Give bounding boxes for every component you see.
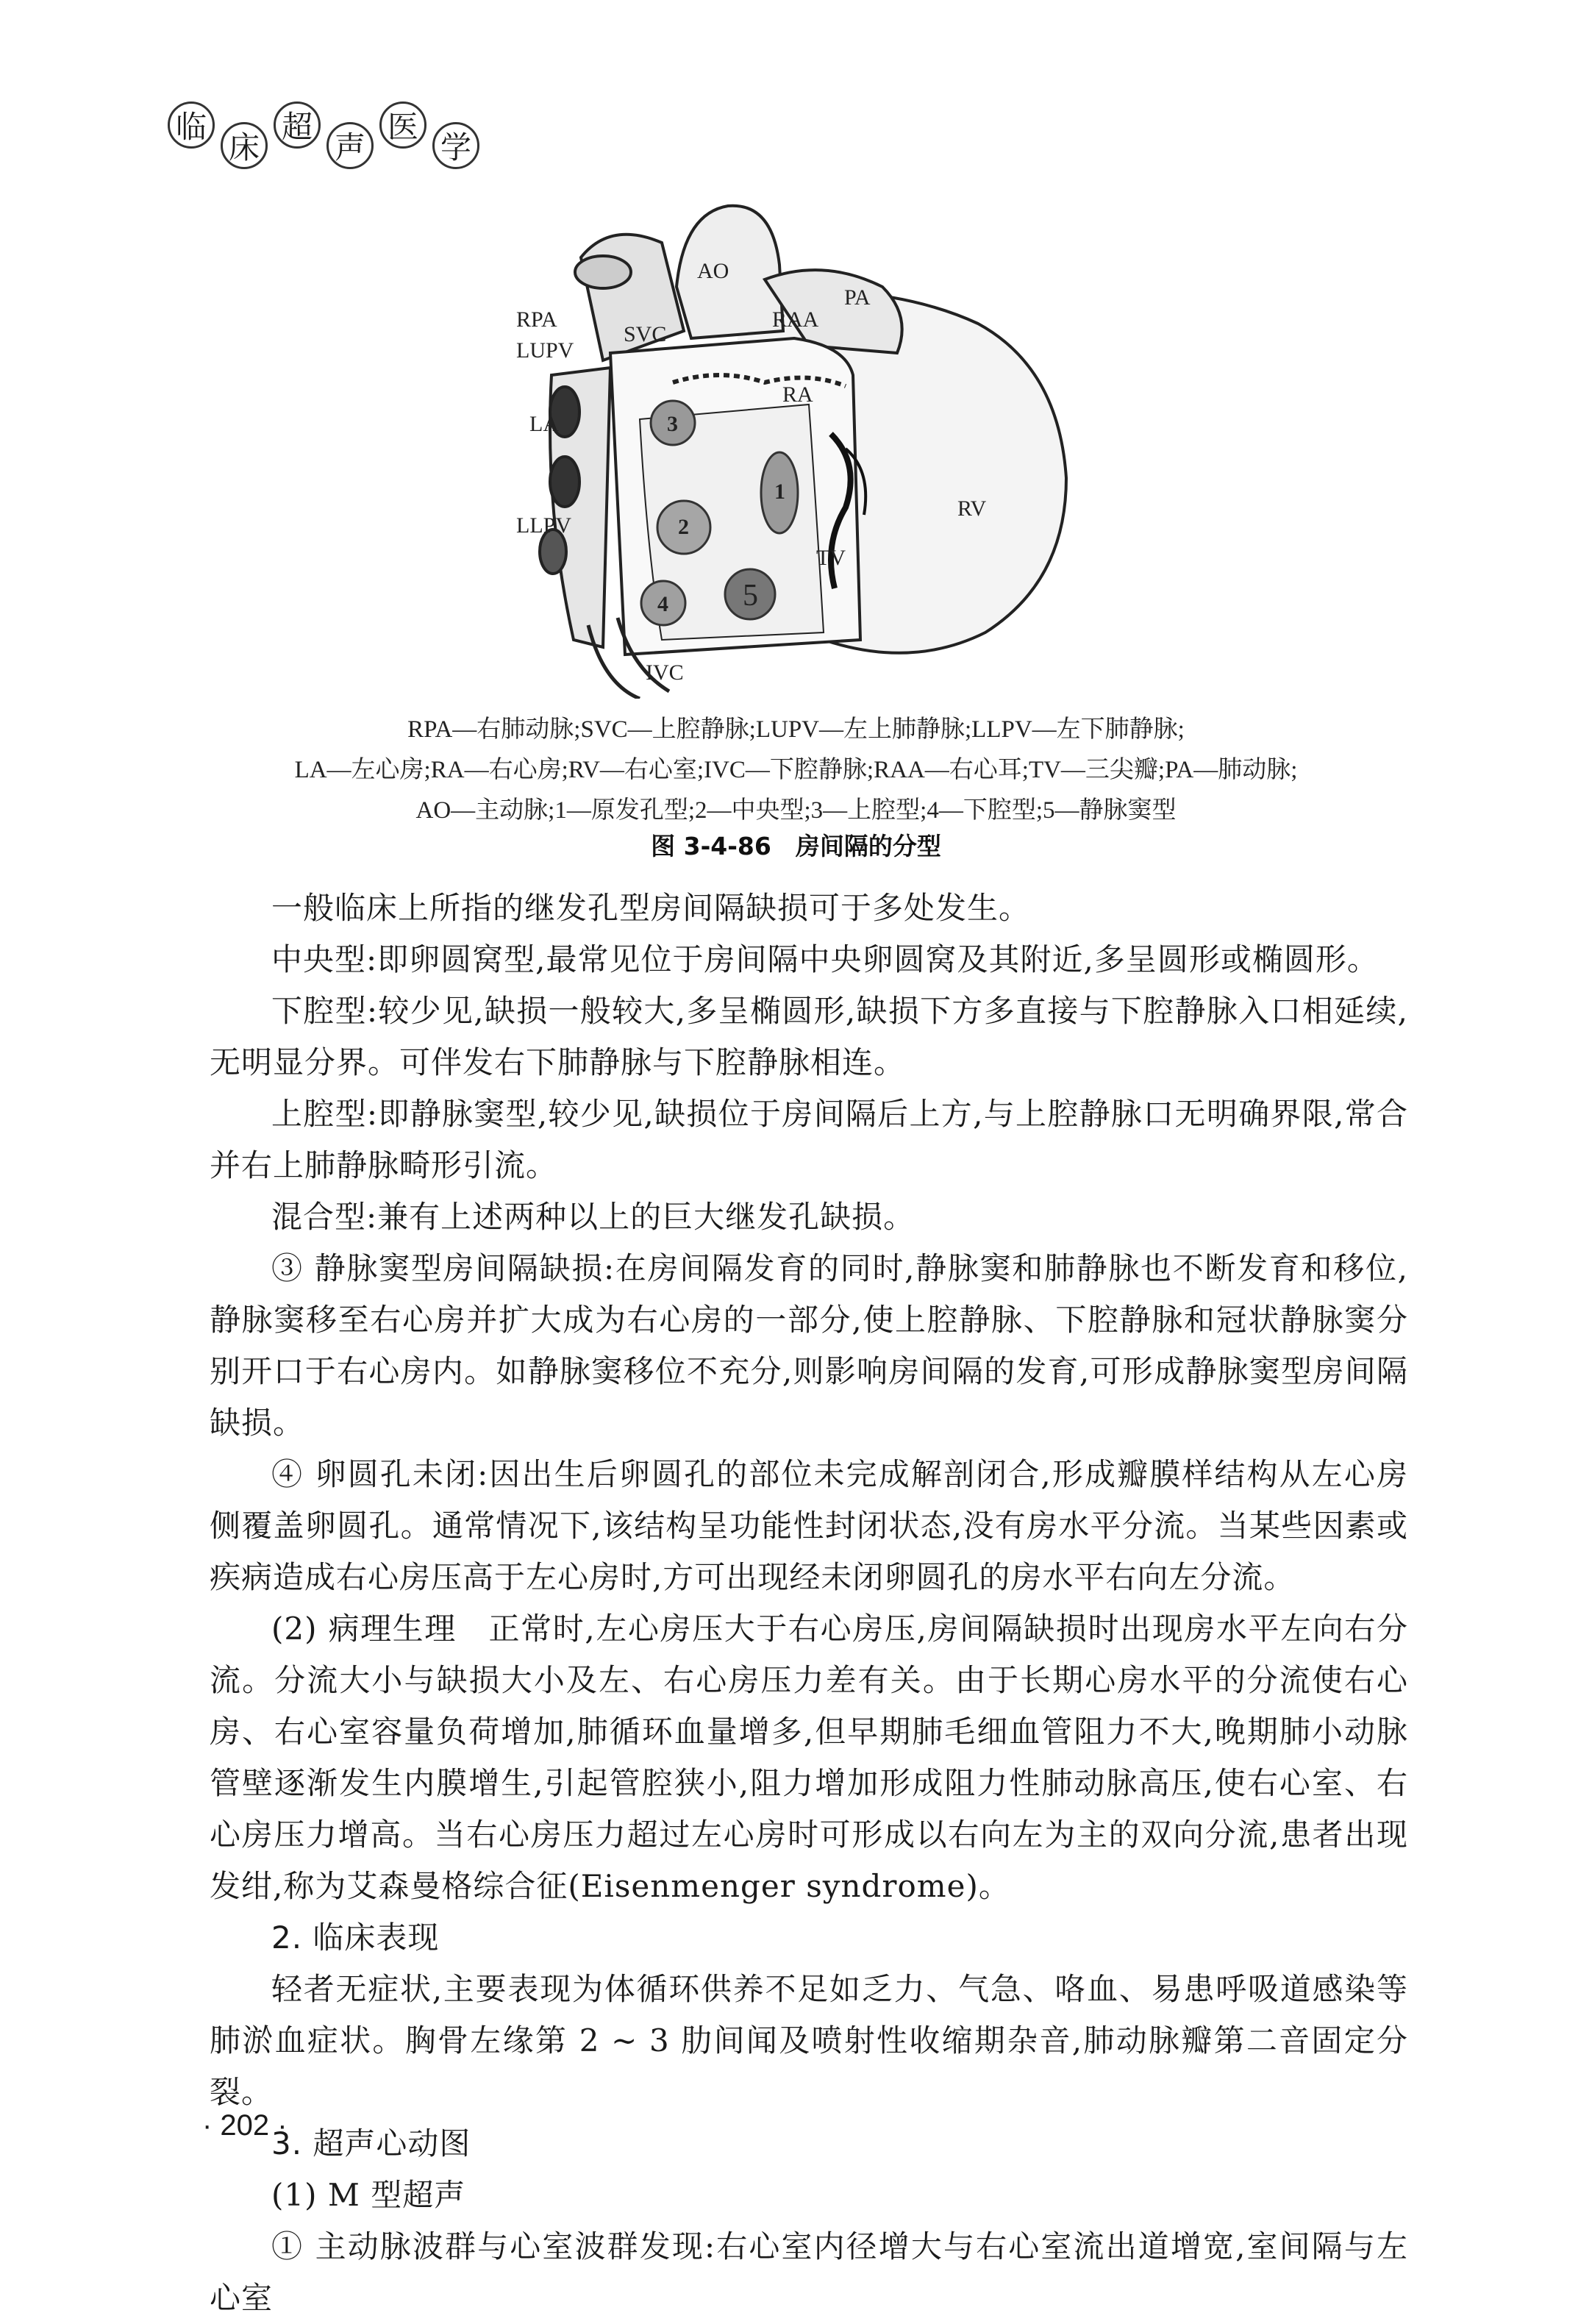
- header-char: 学: [432, 122, 479, 169]
- paragraph: ④ 卵圆孔未闭:因出生后卵圆孔的部位未完成解剖闭合,形成瓣膜样结构从左心房侧覆盖卵圆孔。通常情况下,该结构呈功能性封闭状态,没有房水平分流。当某些因素或疾病造成右心房压高于左心房时,方可出现经未闭卵圆孔的房水平右向左分流。: [210, 1456, 1408, 1595]
- paragraph: ③ 静脉窦型房间隔缺损:在房间隔发育的同时,静脉窦和肺静脉也不断发育和移位,静脉窦移至右心房并扩大成为右心房的一部分,使上腔静脉、下腔静脉和冠状静脉窦分别开口于右心房内。如静脉窦移位不充分,则影响房间隔的发育,可形成静脉窦型房间隔缺损。: [210, 1250, 1408, 1441]
- paragraph: 上腔型:即静脉窦型,较少见,缺损位于房间隔后上方,与上腔静脉口无明确界限,常合并右上肺静脉畸形引流。: [210, 1096, 1408, 1183]
- label-pa: PA: [844, 285, 871, 310]
- label-llpv: LLPV: [516, 513, 571, 538]
- label-rv: RV: [957, 496, 987, 521]
- label-defect-4: 4: [657, 592, 668, 616]
- label-rpa: RPA: [516, 307, 557, 332]
- book-title-header: [168, 101, 485, 169]
- paragraph: (2) 病理生理 正常时,左心房压大于右心房压,房间隔缺损时出现房水平左向右分流。分流大小与缺损大小及左、右心房压力差有关。由于长期心房水平的分流使右心房、右心室容量负荷增加,肺循环血量增多,但早期肺毛细血管阻力不大,晚期肺小动脉管壁逐渐发生内膜增生,引起管腔狭小,阻力增加形成阻力性肺动脉高压,使右心室、右心房压力增高。当右心房压力超过左心房时可形成以右向左为主的双向分流,患者出现发绀,称为艾森曼格综合征(Eisenmenger syndrome)。: [210, 1611, 1408, 1904]
- label-raa: RAA: [772, 307, 819, 332]
- label-defect-2: 2: [678, 515, 689, 539]
- heart-illustration: [500, 199, 1132, 699]
- figure-legend-line: RPA—右肺动脉;SVC—上腔静脉;LUPV—左上肺静脉;LLPV—左下肺静脉;: [407, 716, 1185, 743]
- label-ra: RA: [782, 382, 813, 407]
- paragraph: 中央型:即卵圆窝型,最常见位于房间隔中央卵圆窝及其附近,多呈圆形或椭圆形。: [271, 941, 1379, 977]
- figure-caption: 图 3-4-86 房间隔的分型: [651, 832, 941, 860]
- section-heading: 2. 临床表现: [271, 1920, 440, 1956]
- label-svc: SVC: [624, 322, 667, 346]
- header-char: 床: [221, 122, 268, 169]
- header-char: 超: [274, 101, 321, 149]
- paragraph: 轻者无症状,主要表现为体循环供养不足如乏力、气急、咯血、易患呼吸道感染等肺淤血症状。胸骨左缘第 2 ~ 3 肋间闻及喷射性收缩期杂音,肺动脉瓣第二音固定分裂。: [210, 1971, 1408, 2110]
- label-ivc: IVC: [646, 660, 684, 685]
- body-text: [210, 883, 1408, 2324]
- heart-drawing: [500, 199, 1132, 699]
- page-number: · 202 ·: [202, 2109, 288, 2142]
- subsection-heading: (1) M 型超声: [271, 2177, 466, 2213]
- header-char: 临: [168, 101, 215, 149]
- header-char: 声: [326, 122, 374, 169]
- label-la: LA: [529, 412, 559, 436]
- paragraph: 下腔型:较少见,缺损一般较大,多呈椭圆形,缺损下方多直接与下腔静脉入口相延续,无明显分界。可伴发右下肺静脉与下腔静脉相连。: [210, 993, 1408, 1080]
- figure-legend-line: LA—左心房;RA—右心房;RV—右心室;IVC—下腔静脉;RAA—右心耳;TV—三尖瓣;PA—肺动脉;: [294, 757, 1298, 783]
- paragraph: 混合型:兼有上述两种以上的巨大继发孔缺损。: [271, 1199, 915, 1235]
- label-ao: AO: [697, 259, 729, 283]
- paragraph: ① 主动脉波群与心室波群发现:右心室内径增大与右心室流出道增宽,室间隔与左心室: [210, 2228, 1408, 2316]
- label-defect-5: 5: [743, 579, 758, 613]
- label-defect-3: 3: [667, 412, 678, 436]
- label-lupv: LUPV: [516, 338, 574, 363]
- header-char: 医: [379, 101, 426, 149]
- figure-legend-line: AO—主动脉;1—原发孔型;2—中央型;3—上腔型;4—下腔型;5—静脉窦型: [415, 797, 1177, 824]
- paragraph: 一般临床上所指的继发孔型房间隔缺损可于多处发生。: [271, 890, 1031, 926]
- label-defect-1: 1: [774, 480, 785, 504]
- label-tv: TV: [816, 546, 846, 570]
- section-heading: 3. 超声心动图: [271, 2125, 471, 2161]
